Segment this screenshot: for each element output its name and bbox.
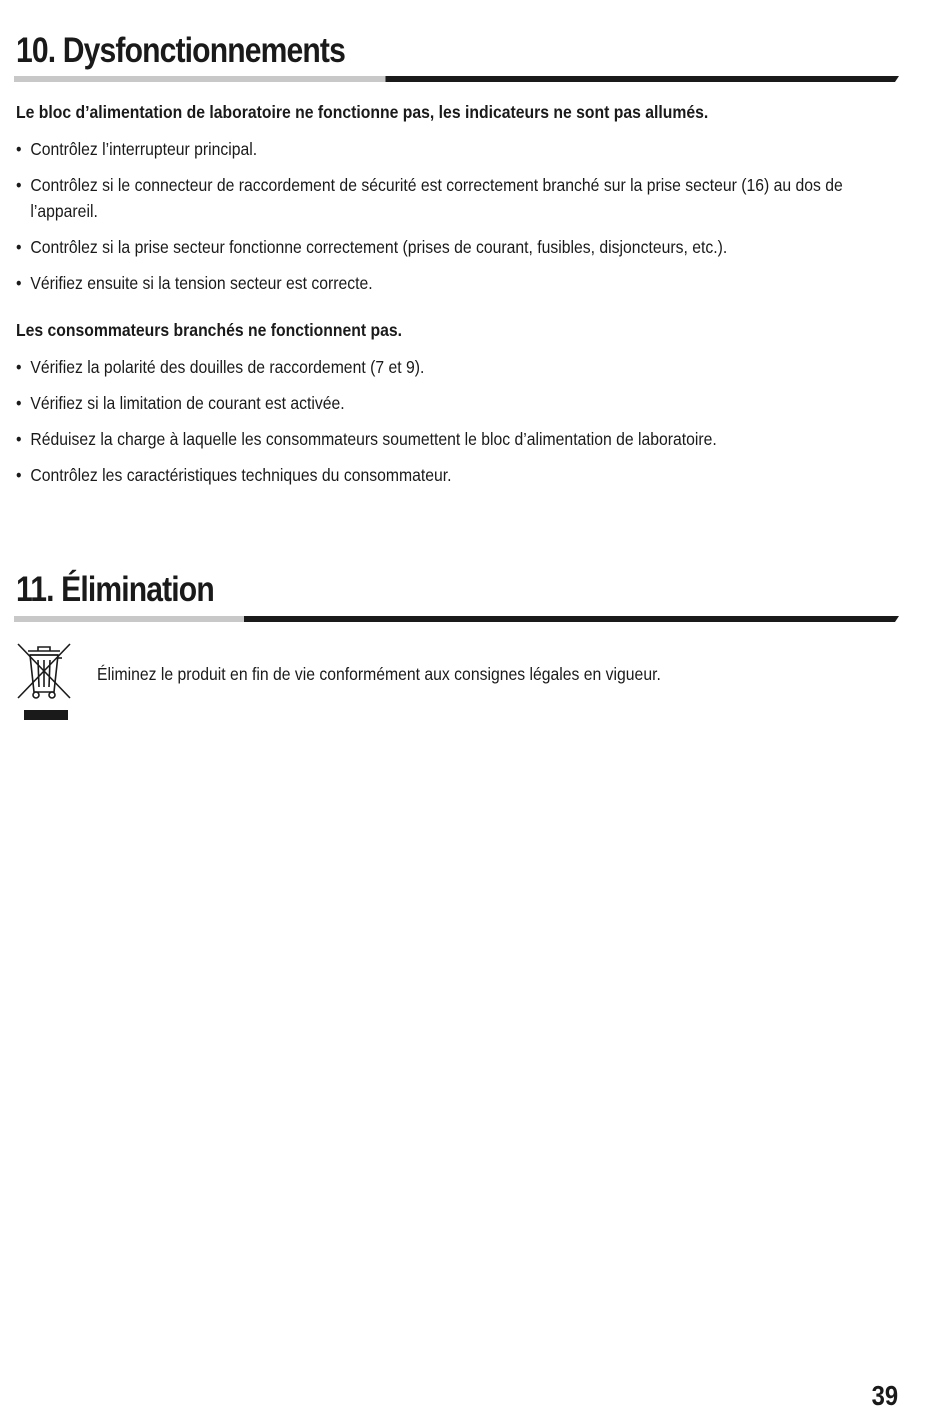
bullet-icon: • — [16, 393, 22, 413]
list-item: • Contrôlez les caractéristiques techniques du consommateur. — [16, 462, 862, 488]
bullet-list-1 — [16, 136, 862, 306]
list-item: • Contrôlez l’interrupteur principal. — [16, 136, 862, 162]
section-10-subheading-1: Le bloc d’alimentation de laboratoire ne fonctionne pas, les indicateurs ne sont pas allumés. — [16, 102, 709, 122]
bullet-icon: • — [16, 465, 22, 485]
bullet-icon: • — [16, 139, 22, 159]
disposal-text: Éliminez le produit en fin de vie conformément aux consignes légales en vigueur. — [97, 664, 661, 684]
bullet-icon: • — [16, 175, 22, 195]
list-item: • Réduisez la charge à laquelle les consommateurs soumettent le bloc d’alimentation de laboratoire. — [16, 426, 862, 452]
list-item: • Contrôlez si la prise secteur fonctionne correctement (prises de courant, fusibles, disjoncteurs, etc.). — [16, 234, 862, 260]
bullet-icon: • — [16, 429, 22, 449]
crossed-out-wheelie-bin-icon — [16, 642, 72, 722]
section-10-subheading-2: Les consommateurs branchés ne fonctionnent pas. — [16, 320, 402, 340]
list-item: • Vérifiez ensuite si la tension secteur est correcte. — [16, 270, 862, 296]
bullet-icon: • — [16, 237, 22, 257]
section-10-title: 10. Dysfonctionnements — [16, 31, 345, 70]
list-item: • Vérifiez la polarité des douilles de raccordement (7 et 9). — [16, 354, 862, 380]
bullet-icon: • — [16, 273, 22, 293]
page-number: 39 — [871, 1380, 898, 1411]
section-10-rule — [14, 76, 899, 82]
list-item: • Vérifiez si la limitation de courant est activée. — [16, 390, 862, 416]
bullet-list-2 — [16, 354, 862, 498]
bullet-icon: • — [16, 357, 22, 377]
list-item: • Contrôlez si le connecteur de raccordement de sécurité est correctement branché sur la prise secteur (16) au dos de l’appareil. — [16, 172, 862, 224]
section-11-title: 11. Élimination — [16, 570, 214, 609]
section-11-rule — [14, 616, 899, 622]
